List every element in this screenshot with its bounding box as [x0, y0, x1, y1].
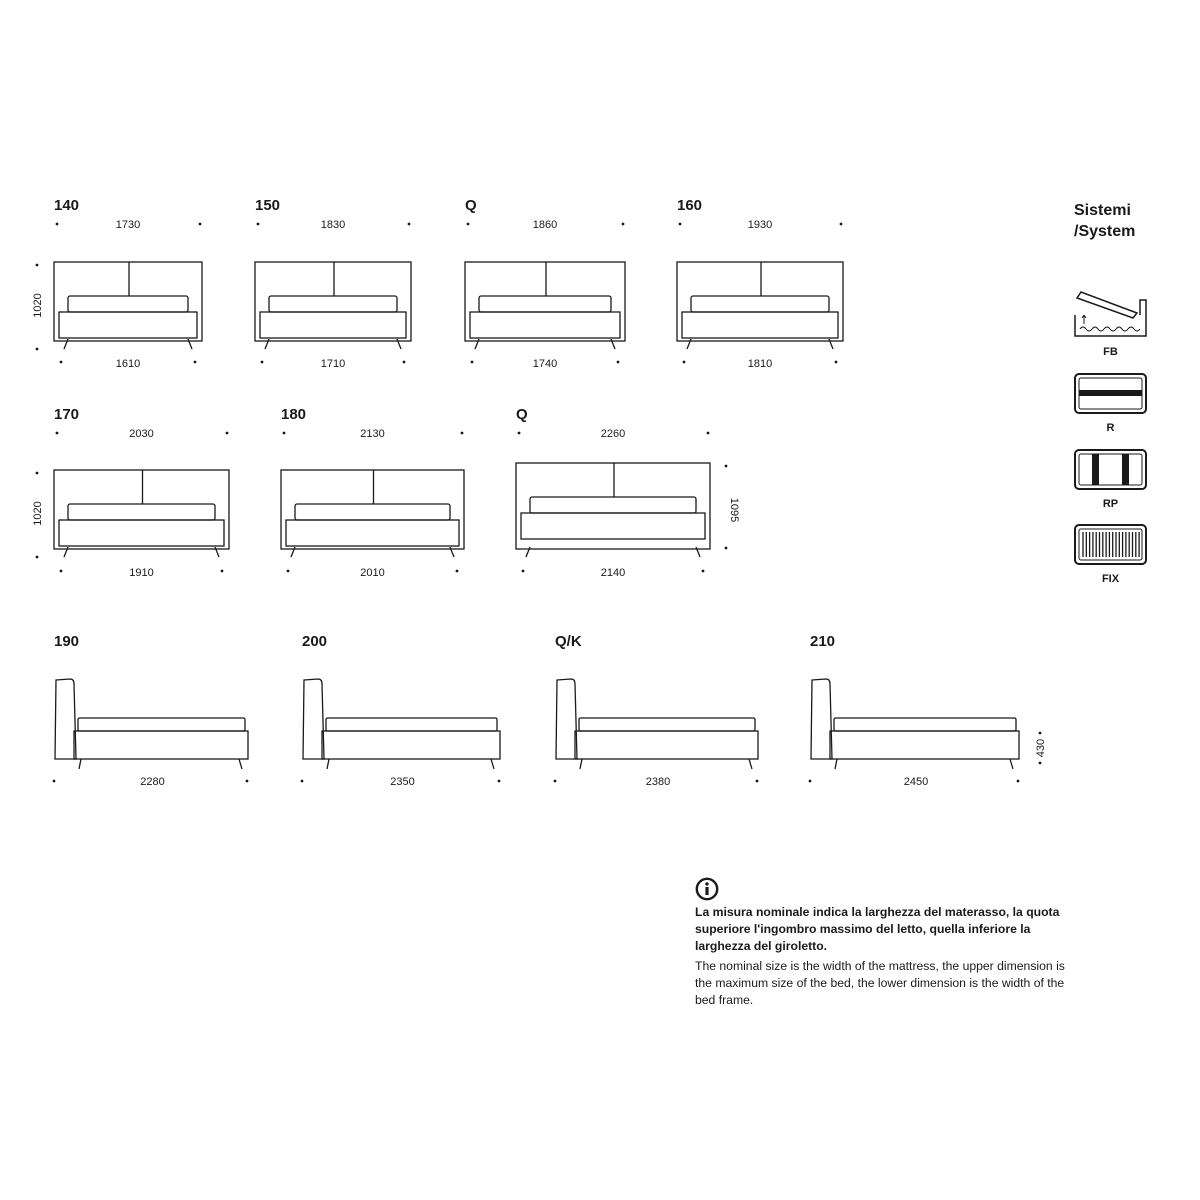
system-code: RP	[1102, 498, 1119, 510]
headboard	[516, 463, 710, 549]
front-view-2	[465, 197, 625, 370]
leg	[1010, 759, 1013, 769]
dimension-dot	[1039, 732, 1042, 735]
size-label: Q	[516, 406, 528, 423]
bed-base	[59, 312, 197, 338]
size-label: 180	[281, 406, 307, 423]
lifted-frame	[1077, 292, 1137, 318]
leg	[491, 759, 494, 769]
systems-title	[1074, 200, 1135, 242]
size-label: 140	[54, 197, 80, 214]
frame-width: 2010	[360, 567, 385, 579]
top-width: 1830	[320, 219, 346, 231]
top-width: 1730	[115, 219, 141, 231]
dimension-dot	[756, 780, 759, 783]
dimension-dot	[221, 570, 224, 573]
leg	[835, 759, 837, 769]
slat-band	[1079, 390, 1142, 396]
headboard	[556, 679, 577, 759]
bed-base	[260, 312, 406, 338]
note-italian: La misura nominale indica la larghezza del materasso, la quota superiore l'ingombro massimo del letto, quella inferiore la larghezza del giroletto.	[695, 905, 1060, 953]
top-width: 2130	[360, 428, 385, 440]
headboard	[54, 262, 202, 341]
dimension-dot	[56, 432, 59, 435]
headboard	[303, 679, 324, 759]
leg	[327, 759, 329, 769]
mattress	[691, 296, 829, 312]
frame-width: 1910	[129, 567, 154, 579]
side-view-1	[301, 633, 501, 788]
headboard	[677, 262, 843, 341]
frame-outline	[1075, 450, 1146, 489]
bed-base	[521, 513, 705, 539]
leg	[239, 759, 242, 769]
dimension-dot	[199, 223, 202, 226]
leg	[79, 759, 81, 769]
pull-out-frame-icon	[1075, 450, 1146, 510]
bed-base	[59, 520, 224, 546]
headboard	[54, 470, 229, 549]
dimension-dot	[467, 223, 470, 226]
dimension-dot	[840, 223, 843, 226]
dimension-dot	[554, 780, 557, 783]
dimension-dot	[518, 432, 521, 435]
frame-width: 1810	[747, 358, 773, 370]
dimension-dot	[683, 361, 686, 364]
front-view-3	[677, 197, 843, 370]
bed-base	[286, 520, 459, 546]
length: 2380	[645, 776, 671, 788]
front-view-6	[516, 406, 740, 579]
dimension-dot	[809, 780, 812, 783]
bed-base	[830, 731, 1019, 759]
dimension-dot	[60, 361, 63, 364]
dimension-dot	[36, 348, 39, 351]
system-code: FB	[1103, 346, 1118, 358]
mattress	[269, 296, 397, 312]
note-english: The nominal size is the width of the mattress, the upper dimension is the maximum size of the bed, the lower dimension is the width of the bed frame.	[695, 959, 1065, 1007]
mattress	[530, 497, 696, 513]
headboard	[281, 470, 464, 549]
size-label: Q	[465, 197, 477, 214]
height: 430	[1035, 738, 1047, 758]
dimension-dot	[456, 570, 459, 573]
slat-frame-icon	[1075, 374, 1146, 434]
dimension-dot	[257, 223, 260, 226]
dimension-dot	[36, 264, 39, 267]
frame-width: 1610	[115, 358, 141, 370]
dimension-dot	[617, 361, 620, 364]
dimension-dot	[702, 570, 705, 573]
dimension-dot	[287, 570, 290, 573]
fixed-slats-icon	[1075, 525, 1146, 585]
mattress	[78, 718, 245, 731]
headboard	[811, 679, 832, 759]
front-view-0	[32, 197, 202, 370]
frame-width: 2140	[600, 567, 626, 579]
bed-base	[322, 731, 500, 759]
dimension-dot	[1017, 780, 1020, 783]
size-label: 200	[302, 633, 328, 650]
leg	[749, 759, 752, 769]
slat-band	[1122, 454, 1129, 485]
mattress	[834, 718, 1016, 731]
top-width: 2260	[600, 428, 626, 440]
dimension-dot	[403, 361, 406, 364]
storage-lift-icon	[1075, 292, 1146, 358]
dimension-dot	[1039, 762, 1042, 765]
size-label: 170	[54, 406, 80, 423]
dimension-dot	[301, 780, 304, 783]
slat-band	[1092, 454, 1099, 485]
dimension-dot	[725, 547, 728, 550]
size-label: Q/K	[555, 633, 582, 650]
frame-width: 1740	[532, 358, 558, 370]
system-code: FIX	[1101, 573, 1120, 585]
headboard	[255, 262, 411, 341]
dimension-dot	[522, 570, 525, 573]
mattress	[68, 504, 215, 520]
length: 2450	[903, 776, 929, 788]
side-view-0	[53, 633, 249, 788]
height: 1095	[728, 497, 740, 523]
headboard	[55, 679, 76, 759]
size-label: 190	[54, 633, 80, 650]
dimension-dot	[56, 223, 59, 226]
system-code: R	[1106, 422, 1115, 434]
dimension-dot	[498, 780, 501, 783]
dimension-dot	[408, 223, 411, 226]
headboard	[465, 262, 625, 341]
systems-title-en: /System	[1074, 223, 1136, 240]
mattress	[295, 504, 450, 520]
dimension-dot	[622, 223, 625, 226]
frame-inner	[1079, 454, 1142, 485]
dimension-dot	[36, 472, 39, 475]
info-icon	[695, 877, 719, 901]
leg	[580, 759, 582, 769]
dimension-dot	[725, 465, 728, 468]
size-label: 210	[810, 633, 836, 650]
side-view-3	[809, 633, 1047, 788]
length: 2350	[390, 776, 415, 788]
dimension-dot	[679, 223, 682, 226]
dimension-dot	[471, 361, 474, 364]
mattress	[68, 296, 188, 312]
mattress	[479, 296, 611, 312]
dimension-dot	[246, 780, 249, 783]
front-view-4	[32, 406, 229, 579]
mattress	[579, 718, 755, 731]
dimension-dot	[707, 432, 710, 435]
dimension-dot	[60, 570, 63, 573]
dimension-dot	[283, 432, 286, 435]
size-label: 150	[255, 197, 281, 214]
side-view-2	[554, 633, 759, 788]
height: 1020	[32, 293, 44, 318]
mattress	[326, 718, 497, 731]
dimension-dot	[36, 556, 39, 559]
bed-base	[74, 731, 248, 759]
height: 1020	[32, 501, 44, 526]
dimension-dot	[53, 780, 56, 783]
bed-base	[575, 731, 758, 759]
dimension-dot	[835, 361, 838, 364]
length: 2280	[140, 776, 165, 788]
dimension-dot	[194, 361, 197, 364]
frame-width: 1710	[320, 358, 346, 370]
systems-title-it: Sistemi	[1074, 202, 1131, 219]
bed-base	[470, 312, 620, 338]
top-width: 1860	[532, 219, 558, 231]
dimension-dot	[461, 432, 464, 435]
top-width: 2030	[129, 428, 154, 440]
size-label: 160	[677, 197, 703, 214]
top-width: 1930	[747, 219, 773, 231]
dimension-note	[695, 877, 1075, 1009]
front-view-5	[281, 406, 464, 579]
bed-base	[682, 312, 838, 338]
dimension-dot	[226, 432, 229, 435]
dimension-dot	[261, 361, 264, 364]
front-view-1	[255, 197, 411, 370]
contents-wave	[1080, 327, 1140, 331]
